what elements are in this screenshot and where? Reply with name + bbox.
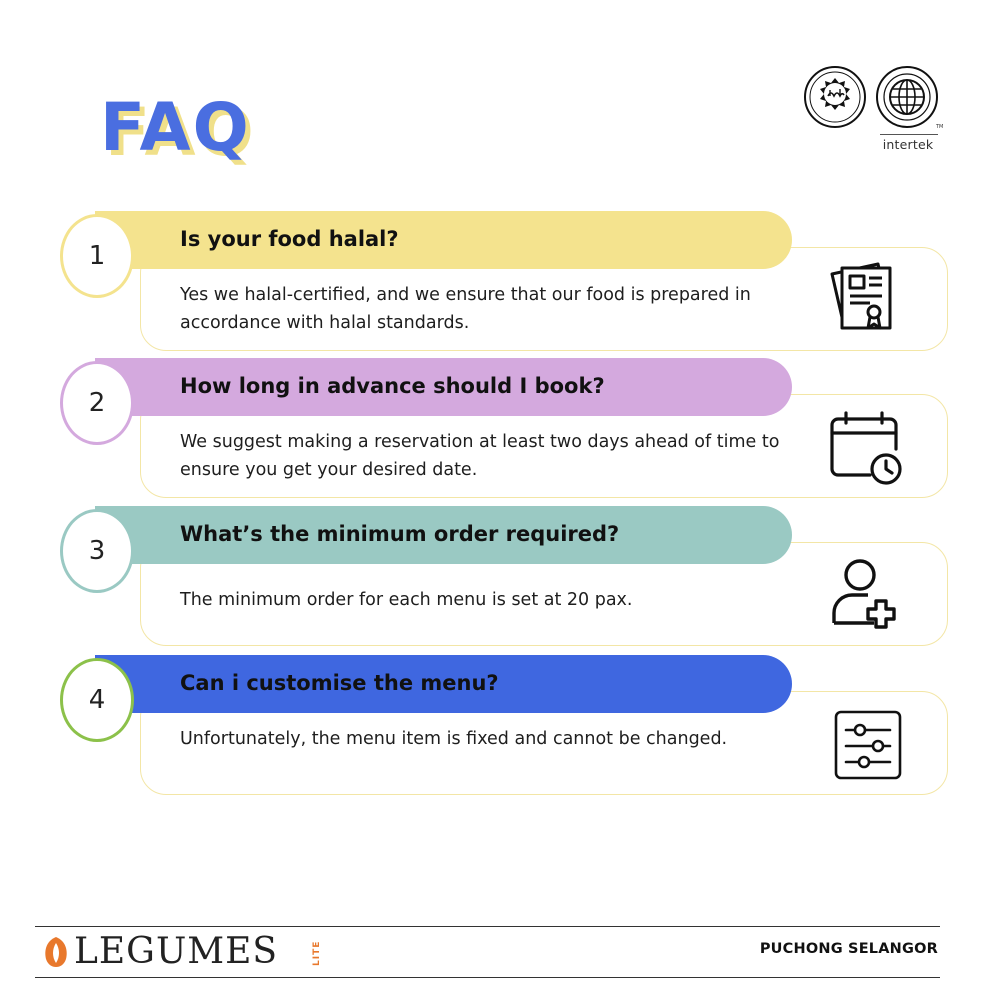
- intertek-label: intertek: [882, 137, 934, 152]
- answer-text: Unfortunately, the menu item is fixed and cannot be changed.: [180, 729, 728, 749]
- question-number: 2: [60, 361, 134, 445]
- legume-seed-icon: [42, 935, 70, 969]
- intertek-divider: [880, 134, 938, 135]
- question-number: 3: [60, 509, 134, 593]
- brand-name: LEGUMES: [74, 931, 279, 972]
- footer-bottom-divider: [35, 977, 940, 978]
- faq-item-2: [55, 358, 955, 506]
- footer-top-divider: [35, 926, 940, 927]
- question-text: Can i customise the menu?: [180, 671, 499, 695]
- faq-item-4: [55, 655, 955, 803]
- halal-certification-seal-icon: [804, 66, 866, 128]
- brand-sub: LITE: [312, 940, 322, 966]
- answer-text: The minimum order for each menu is set at 20 pax.: [180, 590, 633, 610]
- trademark-mark: TM: [936, 124, 944, 130]
- add-user-icon: [820, 551, 910, 641]
- question-text: How long in advance should I book?: [180, 374, 605, 398]
- certification-logos: [804, 66, 944, 162]
- location-label: PUCHONG SELANGOR: [759, 941, 938, 957]
- page-title: FAQ: [100, 89, 251, 166]
- intertek-globe-icon: [876, 66, 938, 128]
- question-number: 1: [60, 214, 134, 298]
- faq-item-3: [55, 506, 955, 654]
- question-text: What’s the minimum order required?: [180, 522, 620, 546]
- question-number: 4: [60, 658, 134, 742]
- settings-sliders-icon: [820, 700, 910, 790]
- certificate-document-icon: [820, 256, 910, 346]
- faq-item-1: [55, 211, 955, 359]
- answer-text: Yes we halal-certified, and we ensure that our food is prepared in accordance with halal standards.: [180, 285, 751, 333]
- question-text: Is your food halal?: [180, 227, 399, 251]
- answer-text: We suggest making a reservation at least two days ahead of time to ensure you get your desired date.: [180, 432, 780, 480]
- calendar-clock-icon: [820, 403, 910, 493]
